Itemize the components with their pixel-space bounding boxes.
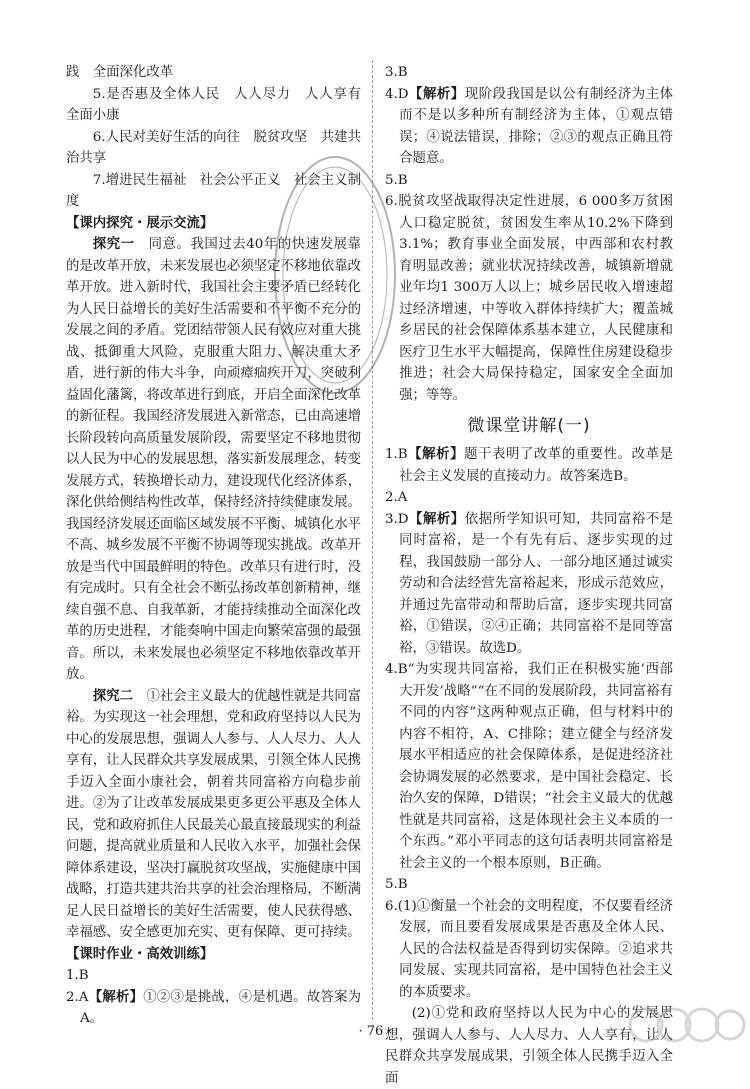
hw-2-text: ①②③是挑战，④是机遇。故答案为A。 [80,989,362,1026]
intro-line-2: 5.是否惠及全体人民 人人尽力 人人享有 全面小康 [66,86,375,123]
micro-4-num: 4.B [385,662,408,677]
section-heading-homework: 【课时作业・高效训练】 [66,946,214,962]
micro-answer-6-part-1: 6.(1)①衡量一个社会的文明程度，不仅要看经济发展，而且要看发展成果是否惠及全体人民、人民的合法权益是否得到切实保障。②追求共同发展、实现共同富裕，是中国特色社会主义的本质要求。 [385,898,673,1000]
micro-answer-2: 2.A [385,490,408,505]
micro-3-text: 依据所学知识可知，共同富裕不是同时富裕，是一个有先有后、逐步实现的过程，我国鼓励一部分人、一部分地区通过诚实劳动和合法经营先富裕起来，形成示范效应，并通过先富带动和帮助后富，逐步实现共同富裕，①错误，②④正确；共同富裕不是同等富裕，③错误。故选D。 [399,511,674,656]
micro-answer-6-part-2: (2)①党和政府坚持以人民为中心的发展思想，强调人人参与、人人尽力、人人享有，让人民群众共享发展成果，引领全体人民携手迈入全面 [385,1006,673,1086]
hw-2-num: 2.A [66,989,89,1005]
answer-4-tag: 【解析】 [408,86,465,102]
explore-2-text: ①社会主义最大的优越性就是共同富裕。为实现这一社会理想，党和政府坚持以人民为中心的发展思想，强调人人参与、人人尽力、人人享有，让人民群众共享发展成果，引领全体人民携手迈入全面小康社会，朝着共同富裕方向稳步前进。②为了让改革发展成果更多更公平惠及全体人民，党和政府抓住人民最关心最直接最现实的利益问题，提高就业质量和人民收入水平，加强社会保障体系建设，坚决打赢脱贫攻坚战，实施健康中国战略，打造共建共治共享的社会治理格局，不断满足人民日益增长的美好生活需要，使人民获得感、幸福感、安全感更加充实、更有保障、更可持续。 [66,688,362,940]
answer-3: 3.B [385,65,408,80]
answer-5: 5.B [385,172,408,188]
answer-6: 6.脱贫攻坚战取得决定性进展，6 000多万贫困人口稳定脱贫，贫困发生率从10.2%下降到3.1%；教育事业全面发展，中西部和农村教育明显改善；就业状况持续改善，城镇新增就业年均1 300万人以上；城乡居民收入增速超过经济增速，中等收入群体持续扩大；覆盖城乡居民的社会保障体系基本建立，人民健康和医疗卫生水平大幅提高，保障性住房建设稳步推进；社会大局保持稳定，国家安全全面加强；等等。 [385,194,673,403]
site-watermark-logo [626,1003,746,1053]
explore-1-lead: 探究一 [92,237,135,252]
explore-2-paragraph [66,686,361,944]
right-column [385,62,673,1089]
intro-line-4: 7.增进民生福祉 社会公平正义 社会主义制度 [66,172,361,209]
answer-4-num: 4.D [385,86,409,102]
explore-1-paragraph [66,234,361,686]
micro-1-text: 题干表明了改革的重要性。改革是社会主义发展的直接动力。故答案选B。 [399,447,674,484]
explore-1-text: 同意。我国过去40年的快速发展靠的是改革开放，未来发展也必须坚定不移地依靠改革开放。进入新时代，我国社会主要矛盾已经转化为人民日益增长的美好生活需要和不平衡不充分的发展之间的矛盾。党团结带领人民有效应对重大挑战、抵御重大风险、克服重大阻力、解决重大矛盾，进行新的伟大斗争，向顽瘴痼疾开刀，突破利益固化藩篱，将改革进行到底，开启全面深化改革的新征程。我国经济发展进入新常态，已由高速增长阶段转向高质量发展阶段，需要坚定不移地贯彻以人民为中心的发展思想，落实新发展理念，转变发展方式，转换增长动力，建设现代化经济体系，深化供给侧结构性改革，保持经济持续健康发展。我国经济发展还面临区域发展不平衡、城镇化水平不高、城乡发展不平衡不协调等现实挑战。改革开放是当代中国最鲜明的特色。改革只有进行时，没有完成时。只有全社会不断弘扬改革创新精神，继续自强不息、自我革新，才能持续推动全面深化改革的历史进程，才能奏响中国走向繁荣富强的最强音。所以，未来发展也必须坚定不移地依靠改革开放。 [66,237,361,682]
hw-answer-1: 1.B [66,968,89,983]
micro-answer-3 [385,509,673,660]
intro-line-3: 6.人民对美好生活的向往 脱贫攻坚 共建共治共享 [66,129,361,166]
micro-answer-5: 5.B [385,877,408,892]
micro-answer-1 [385,444,673,487]
micro-3-tag: 【解析】 [408,511,465,527]
micro-1-num: 1.B [385,447,408,462]
micro-4-text: “为实现共同富裕，我们正在积极实施‘西部大开发’战略”“在不同的发展阶段，共同富裕有不同的内容”这两种观点正确，但与材料中的内容不相符，A、C排除；建立健全与经济发展水平相适应的社会保障体系，是促进经济社会协调发展的必然要求，是中国社会稳定、长治久安的保障，D错误；“社会主义最大的优越性就是共同富裕，这是体现社会主义本质的一个东西。”邓小平同志的这句话表明共同富裕是社会主义的一个根本原则，B正确。 [399,662,673,871]
section-heading-explore: 【课内探究・展示交流】 [66,215,214,231]
explore-2-lead: 探究二 [92,688,134,704]
intro-line-1: 践 全面深化改革 [66,65,174,80]
hw-2-tag: 【解析】 [88,989,144,1005]
answer-4-text: 现阶段我国是以公有制经济为主体而不是以多种所有制经济为主体，①观点错误；④说法错误，排除；②③的观点正确且符合题意。 [399,86,674,166]
answer-4 [385,84,673,170]
column-divider [372,60,373,1020]
page-number: · 76 · [358,1024,392,1039]
micro-answer-4 [385,659,673,874]
micro-3-num: 3.D [385,511,409,527]
micro-lesson-heading: 微课堂讲解(一) [467,416,591,436]
left-column [66,62,375,1030]
micro-1-tag: 【解析】 [407,447,465,462]
